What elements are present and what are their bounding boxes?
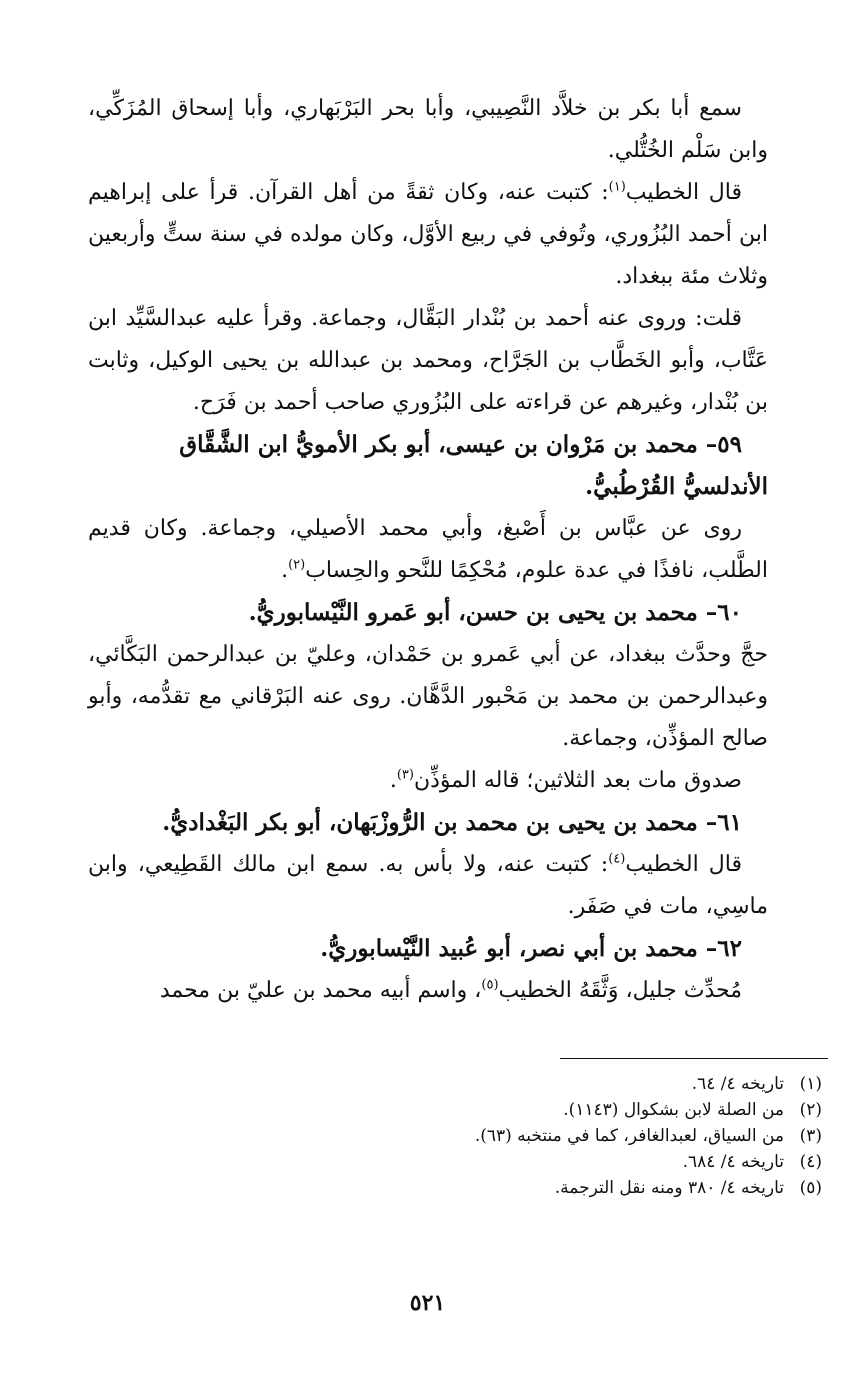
entry-heading-62: ٦٢– محمد بن أبي نصر، أبو عُبيد النَّيْسابوريُّ. (320, 935, 742, 962)
text-run: روى عن عبَّاس بن أَصْبغ، وأبي محمد الأصيلي، وجماعة. وكان قديم الطَّلب، نافذًا في عدة علوم، مُحْكِمًا للنَّحو والحِساب (88, 516, 768, 583)
footnote-ref-4[interactable]: (٤) (608, 851, 626, 867)
paragraph-rawa (88, 508, 768, 592)
footnote-text: تاريخه ٤/ ٦٤. (691, 1074, 784, 1094)
entry-heading-61: ٦١– محمد بن يحيى بن محمد بن الرُّوزْبَهان، أبو بكر البَغْداديُّ. (162, 809, 742, 836)
entry-heading-60: ٦٠– محمد بن يحيى بن حسن، أبو عَمرو النَّيْسابوريُّ. (248, 599, 742, 626)
footnote-number: (١) (799, 1074, 822, 1094)
paragraph-sama: سمع أبا بكر بن خلاَّد النَّصِيبي، وأبا بحر البَرْبَهاري، وأبا إسحاق المُزَكِّي، وابن سَلْم الخُتُّلي. (88, 96, 768, 163)
entry-heading-59: ٥٩– محمد بن مَرْوان بن عيسى، أبو بكر الأمويُّ ابن الشَّقَّاق الأندلسيُّ القُرْطُبيُّ. (179, 431, 768, 500)
footnote-text: تاريخه ٤/ ٦٨٤. (682, 1152, 784, 1172)
footnote-number: (٤) (799, 1152, 822, 1172)
footnotes-section (88, 1058, 828, 1201)
paragraph-qultu: قلت: وروى عنه أحمد بن بُنْدار البَقَّال، وجماعة. وقرأ عليه عبدالسَّيِّد ابن عَتَّاب، وأبو الخَطَّاب بن الجَرَّاح، ومحمد بن عبدالله بن يحيى الوكيل، وثابت بن بُنْدار، وغيرهم عن قراءته على البُزُوري صاحب أحمد بن فَرَح. (88, 306, 768, 415)
footnote-ref-5[interactable]: (٥) (481, 977, 499, 993)
footnote-ref-3[interactable]: (٣) (396, 767, 414, 783)
footnote-list (88, 1071, 828, 1201)
footnote-4 (88, 1149, 828, 1175)
text-run: : كتبت عنه، ولا بأس به. سمع ابن مالك القَطِيعي، وابن ماسِي، مات في صَفَر. (88, 852, 768, 919)
footnote-ref-2[interactable]: (٢) (288, 557, 306, 573)
paragraph-khatib-2 (88, 844, 768, 928)
text-run: مُحدِّث جليل، وَثَّقَهُ الخطيب (498, 978, 742, 1003)
footnote-number: (٥) (799, 1178, 822, 1198)
text-run: . (389, 768, 397, 793)
paragraph-muhaddith (88, 970, 768, 1012)
paragraph-saduq (88, 760, 768, 802)
footnote-text: من الصلة لابن بشكوال (١١٤٣). (563, 1100, 784, 1120)
footnote-divider (560, 1058, 828, 1059)
footnote-5 (88, 1175, 828, 1201)
footnote-number: (٢) (799, 1100, 822, 1120)
footnote-text: تاريخه ٤/ ٣٨٠ ومنه نقل الترجمة. (554, 1178, 784, 1198)
text-run: ، واسم أبيه محمد بن عليّ بن محمد (159, 978, 482, 1003)
paragraph-hajja: حجَّ وحدَّث ببغداد، عن أبي عَمرو بن حَمْدان، وعليّ بن عبدالرحمن البَكَّائي، وعبدالرحمن بن محمد بن مَحْبور الدَّهَّان. روى عنه البَرْقاني مع تقدُّمه، وأبو صالح المؤذِّن، وجماعة. (88, 642, 768, 751)
footnote-3 (88, 1123, 828, 1149)
text-run: : كتبت عنه، وكان ثقةً من أهل القرآن. قرأ على إبراهيم ابن أحمد البُزُوري، وتُوفي في ربيع الأوَّل، وكان مولده في سنة ستٍّ وأربعين وثلاث مئة ببغداد. (88, 180, 768, 289)
text-run: قال الخطيب (625, 852, 743, 877)
text-run: قال الخطيب (625, 180, 742, 205)
footnote-ref-1[interactable]: (١) (608, 179, 626, 195)
footnote-number: (٣) (799, 1126, 822, 1146)
footnote-1 (88, 1071, 828, 1097)
text-run: . (281, 558, 289, 583)
paragraph-khatib-1 (88, 172, 768, 298)
text-run: صدوق مات بعد الثلاثين؛ قاله المؤذِّن (413, 768, 742, 793)
page-body (88, 88, 768, 1012)
footnote-2 (88, 1097, 828, 1123)
footnote-text: من السياق، لعبدالغافر، كما في منتخبه (٦٣). (474, 1126, 784, 1146)
page-number: ٥٢١ (409, 1290, 446, 1316)
